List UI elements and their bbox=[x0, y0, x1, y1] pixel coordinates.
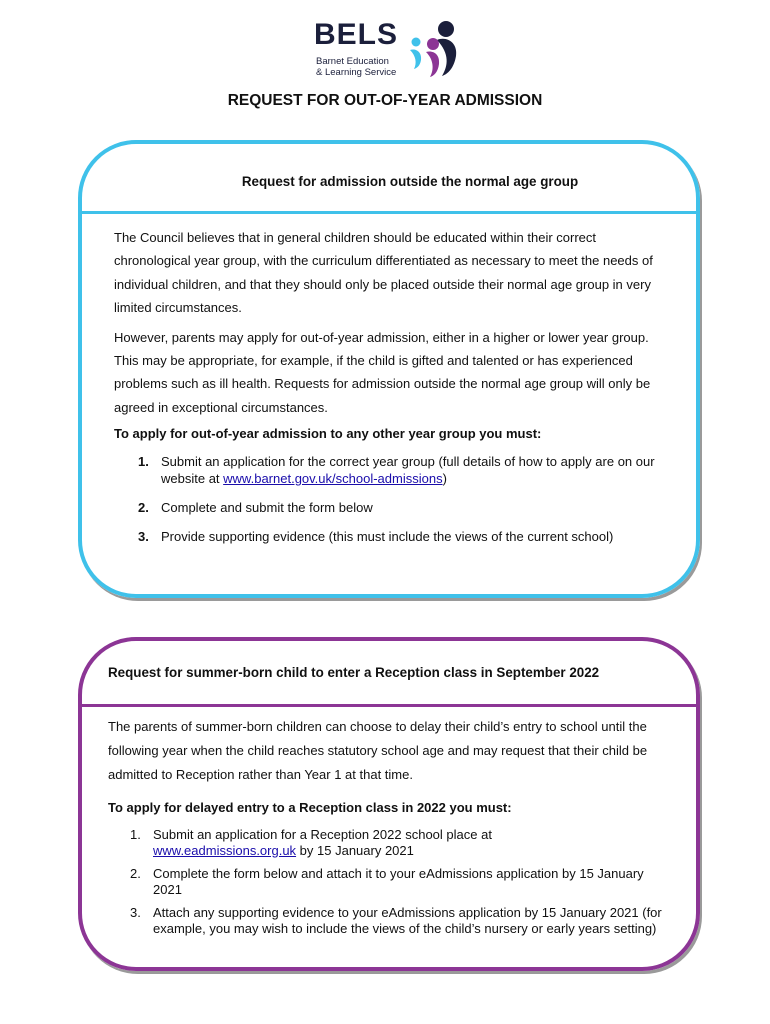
step-text: Submit an application for a Reception 2022 school place at bbox=[153, 827, 492, 842]
section1-body bbox=[114, 226, 660, 557]
section1-steps bbox=[114, 453, 660, 545]
logo-subtitle-line2: & Learning Service bbox=[316, 67, 397, 78]
list-item bbox=[108, 827, 662, 858]
list-item bbox=[114, 499, 660, 516]
logo-subtitle bbox=[316, 56, 396, 78]
section2-divider bbox=[78, 704, 700, 707]
out-of-year-section bbox=[78, 140, 700, 598]
step-number: 1. bbox=[130, 827, 141, 842]
logo-subtitle-line1: Barnet Education bbox=[316, 56, 389, 67]
eadmissions-link[interactable]: www.eadmissions.org.uk bbox=[153, 842, 297, 858]
step-text-after: ) bbox=[442, 471, 447, 487]
step-text: Complete the form below and attach it to your eAdmissions application by 15 January 2021 bbox=[153, 866, 644, 897]
summer-born-section bbox=[78, 637, 700, 971]
page-title: REQUEST FOR OUT-OF-YEAR ADMISSION bbox=[227, 92, 543, 109]
step-text: Provide supporting evidence (this must include the views of the current school) bbox=[161, 529, 614, 545]
bels-logo bbox=[310, 18, 470, 80]
section1-heading: Request for admission outside the normal age group bbox=[241, 174, 579, 189]
section2-steps bbox=[108, 827, 662, 936]
step-number: 2. bbox=[130, 866, 141, 881]
step-number: 3. bbox=[130, 905, 141, 920]
step-number: 3. bbox=[138, 529, 149, 545]
section2-body bbox=[108, 715, 662, 944]
barnet-admissions-link[interactable]: www.barnet.gov.uk/school-admissions bbox=[223, 471, 443, 487]
section1-paragraph2: However, parents may apply for out-of-year admission, either in a higher or lower year group. This may be appropriate, for example, if the child is gifted and talented or has experienced problems such as ill health. Requests for admission outside the normal age group will only be agreed in exceptional circumstances. bbox=[114, 329, 651, 415]
step-text-after: by 15 January 2021 bbox=[296, 842, 414, 858]
step-text: Submit an application for the correct year group (full details of how to apply are on our website at bbox=[161, 454, 655, 487]
list-item bbox=[114, 528, 660, 545]
step-text: Attach any supporting evidence to your eAdmissions application by 15 January 2021 (for example, you may wish to include the views of the child’s nursery or early years setting) bbox=[153, 905, 662, 936]
step-number: 2. bbox=[138, 500, 149, 516]
section2-paragraph1: The parents of summer-born children can choose to delay their child’s entry to school until the following year when the child reaches statutory school age and may request that their child be admitted to Reception rather than Year 1 at that time. bbox=[108, 719, 648, 782]
step-text: Complete and submit the form below bbox=[161, 500, 373, 516]
people-figures-icon bbox=[406, 20, 466, 78]
step-number: 1. bbox=[138, 454, 149, 470]
logo-wordmark: BELS bbox=[314, 18, 399, 51]
list-item bbox=[114, 453, 660, 487]
section1-divider bbox=[78, 211, 700, 214]
list-item bbox=[108, 866, 662, 897]
list-item bbox=[108, 905, 662, 936]
section2-heading: Request for summer-born child to enter a Reception class in September 2022 bbox=[108, 665, 600, 680]
section1-instruction: To apply for out-of-year admission to any other year group you must: bbox=[114, 426, 542, 442]
section2-instruction: To apply for delayed entry to a Reception class in 2022 you must: bbox=[108, 800, 512, 815]
section1-paragraph1: The Council believes that in general children should be educated within their correct chronological year group, with the curriculum differentiated as necessary to meet the needs of individual children, and that they should only be placed outside their normal age group in very limited circumstances. bbox=[114, 230, 653, 316]
